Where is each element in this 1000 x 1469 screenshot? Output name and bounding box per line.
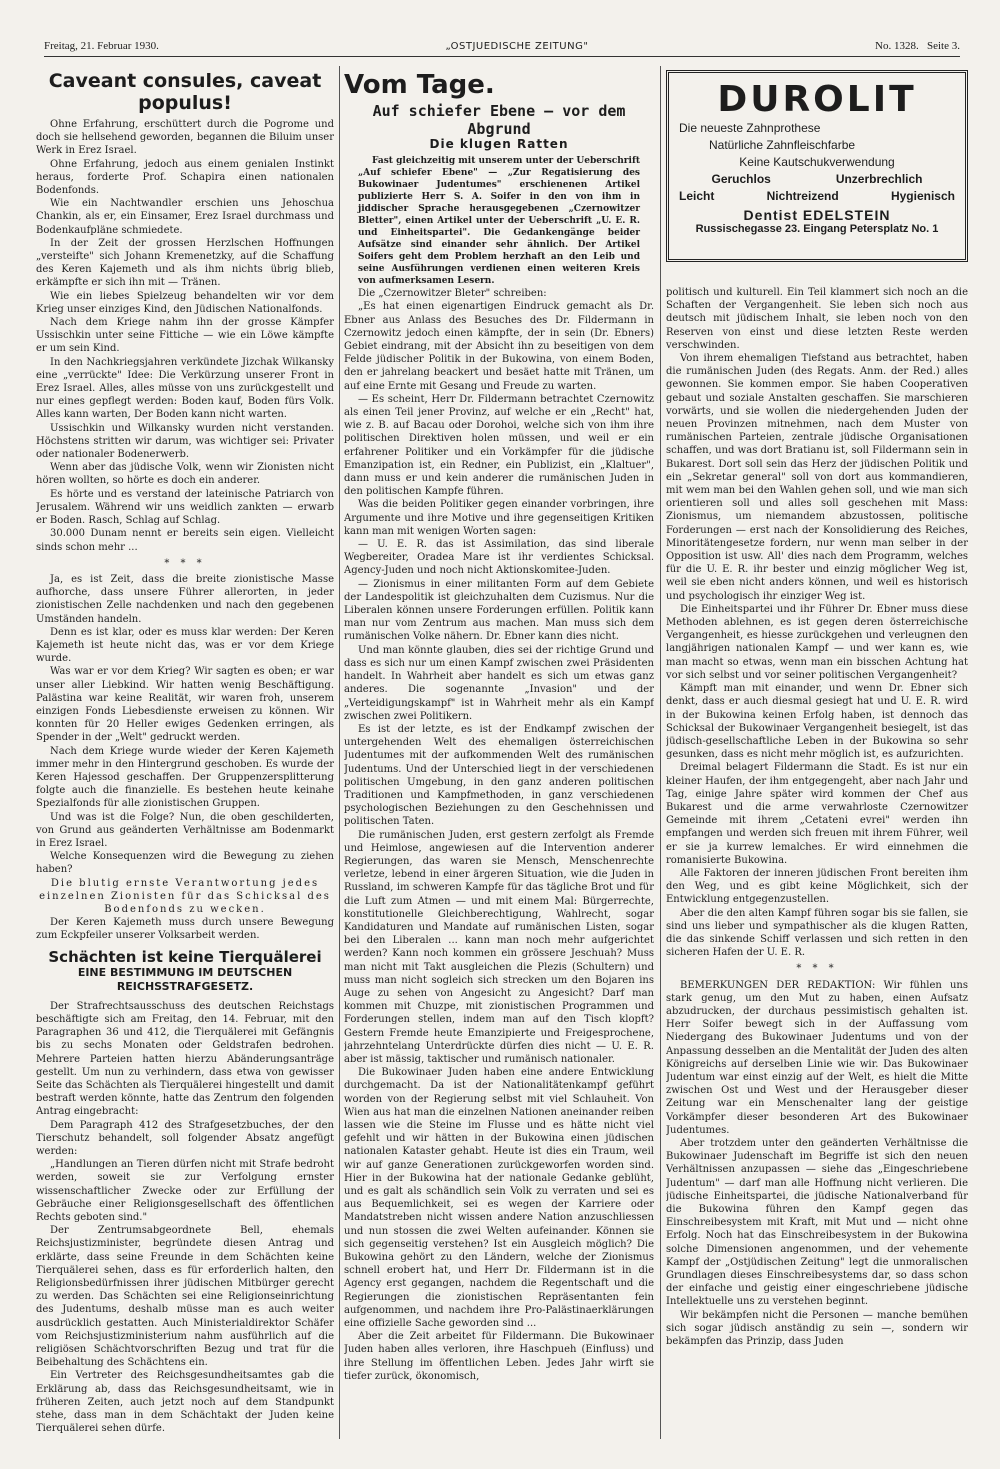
paragraph: Ohne Erfahrung, jedoch aus einem genialen Instinkt heraus, forderte Prof. Schapira einen nationalen Bodenfonds.: [36, 158, 334, 197]
paragraph: — Zionismus in einer militanten Form auf dem Gebiete der Landespolitik ist gleichzuhalten dem Cuzismus. Nur die Liberalen können unsere Forderungen erfüllen. Politik kann man nur vom Zentrum aus machen. Man muss sich dem rumänischen Volke nähern. Dr. Ebner kann dies nicht.: [344, 578, 654, 643]
paragraph: Aber trotzdem unter den geänderten Verhältnisse die Bukowinaer Judenschaft im Begriffe ist sich den neuen Verhältnissen anzupassen — siehe das „Eingeschriebene Judentum" — darf man alle Hoffnung nicht verlieren. Die jüdische Einheitspartei, die jüdische Nationalverband für die Bukowina führen den Kampf gegen das Einschreibesystem mit Kraft, mit Mut und — nicht ohne Erfolg. Noch hat das Einschreibesystem in der Bukowina solche Dimensionen angenommen, und der vehemente Kampf der „Ostjüdischen Zeitung" legt die unmoralischen Grundlagen dieses Einschreibesystems dar, so dass schon der einfache und geistig einer eingeschriebene jüdische Intellektuelle uns zu verstehen beginnt.: [666, 1138, 968, 1308]
ad-feature: Unzerbrechlich: [835, 172, 923, 186]
lead-paragraph: Fast gleichzeitig mit unserem unter der Ueberschrift „Auf schiefer Ebene" — „Zur Regatisierung des Bukowinaer Judentumes" erschienenen Artikel publizierte Herr S. A. Soifer in den von ihm in jiddischer Sprache herausgegebenen „Czernowitzer Bletter", einen Artikel unter der Ueberschrift „U. E. R. und Einheitspartei". Die Gedankengänge beider Aufsätze sind einander sehr ähnlich. Der Artikel Soifers geht dem Problem herzhaft an den Leib und seine Ausführungen verdienen einen weiteren Kreis von aufmerksamen Lesern.: [358, 156, 640, 287]
ad-dentist: Dentist EDELSTEIN: [743, 207, 891, 223]
paragraph: Dreimal belagert Fildermann die Stadt. Es ist nur ein kleiner Haufen, der ihm entgegengeht, aber nach Jahr und Tag, einige Jahre später wird kommen der Chef aus Bukarest und die arme verwahrloste Czernowitzer Gemeinde mit ihrem „Cetateni evrei" werden ihn empfangen und werden sich freuen mit ihrem Führer, weil er sie ja kurrew lemalches. Er wird einnehmen die romanisierte Bukowina.: [666, 762, 968, 866]
paragraph: Was war er vor dem Krieg? Wir sagten es oben; er war unser aller Liebkind. Wir hatten wenig Beschäftigung. Palästina war keine Realität, wir waren froh, unserem einzigen Fonds Liebesdienste erweisen zu können. Wir konnten für 20 Heller ewiges Gedenken erringen, als Spender in der „Welt" gedruckt werden.: [36, 666, 334, 744]
paragraph: Dem Paragraph 412 des Strafgesetzbuches, der den Tierschutz behandelt, soll folgender Absatz angefügt werden:: [36, 1119, 334, 1158]
paragraph: Wenn aber das jüdische Volk, wenn wir Zionisten nicht hören wollten, so hörte es doch ein anderer.: [36, 462, 334, 487]
ad-feature: Geruchlos: [711, 172, 771, 186]
article-vom-tage: [344, 66, 654, 1383]
paragraph: Wir bekämpfen nicht die Personen — manche bemühen sich sogar jüdisch anständig zu sein —, sondern wir bekämpfen das Prinzip, dass Juden: [666, 1309, 968, 1348]
paragraph: Welche Konsequenzen wird die Bewegung zu ziehen haben?: [36, 851, 334, 876]
header-number: No. 1328.: [875, 40, 919, 52]
paragraph: Der Keren Kajemeth muss durch unsere Bewegung zum Eckpfeiler unserer Volksarbeit werden.: [36, 917, 334, 942]
paragraph: Ein Vertreter des Reichsgesundheitsamtes gab die Erklärung ab, dass das Reichsgesundheitsamt, wie in früheren Zeiten, auch jetzt noch auf dem Standpunkt stehe, dass man in dem Schächtakt der Juden keine Tierquälerei sehen dürfe.: [36, 1370, 334, 1435]
editorial-remarks: BEMERKUNGEN DER REDAKTION: Wir fühlen uns stark genug, um den Mut zu haben, einen Aufsatz abzudrucken, der durchaus pessimistisch gehalten ist. Herr Soifer bewegt sich in der Auffassung vom Niedergang des Bukowinaer Judentums und von der Anpassung desselben an die Mentalität der Juden des alten Königreichs auf derselben Linie wie wir. Das Bukowinaer Judentum war einst einzig auf der Welt, es hielt die Mitte zwischen Ost und West und der Herausgeber dieser Zeitung war ein Menschenalter lang der geistige Vorkämpfer dieser besonderen Art des Bukowinaer Judentumes.: [666, 979, 968, 1136]
paragraph: Und man könnte glauben, dies sei der richtige Grund und dass es sich nur um einen Kampf zwischen zwei Präsidenten handelt. In Wahrheit aber handelt es sich um etwas ganz anderes. Die sogenannte „Invasion" und der „Verteidigungskampf" ist in Wahrheit mehr als ein Kampf zwischen zwei Politikern.: [344, 644, 654, 722]
paragraph: Ja, es ist Zeit, dass die breite zionistische Masse aufhorche, dass unsere Führer allerorten, in jeder zionistischen Zelle nachdenken und nach den gegebenen Umständen handeln.: [36, 573, 334, 625]
paragraph: Wie ein Nachtwandler erschien uns Jehoschua Chankin, als er, ein Einsamer, Erez Israel durchmass und Bodenkaufpläne schmiedete.: [36, 198, 334, 236]
paragraph: Nach dem Kriege wurde wieder der Keren Kajemeth immer mehr in den Hintergrund geschoben. Es wurde der Keren Hajessod geschaffen. Der Gruppenzersplitterung folgte auch die finanzielle. Es bestehen heute keinahe Spezialfonds für alle zionistischen Gruppen.: [36, 745, 334, 810]
paragraph: In der Zeit der grossen Herzlschen Hoffnungen „versteifte" sich Johann Kremenetzky, auf die Schaffung des Keren Kajemeth und als ihm nichts übrig blieb, erkämpfte er sich ihn mit — Tränen.: [36, 237, 334, 289]
paragraph: Die Bukowinaer Juden haben eine andere Entwicklung durchgemacht. Da ist der Nationalitätenkampf geführt worden von der Regierung selbst mit viel Schlauheit. Von Wien aus hat man die einzelnen Nationen aneinander reiben lassen wie die Steine im Flusse und es hätte nicht viel gefehlt und wir hätten in der Bukowina einen jüdischen nationalen Kataster gehabt. Heute ist dies ein Traum, weil wir auf ganze Generationen zurückgeworfen worden sind. Hier in der Bukowina hat der nationale Gedanke geblüht, und es galt als schändlich sein Volk zu verraten und sei es aus Bequemlichkeit, sei es wegen der Karriere oder Mandatstreben nicht wissen andere Nation anzuschliessen und nun stossen die zwei Welten aufeinander. Können sie sich gegenseitig verstehen? Ist ein Ausgleich möglich? Die Bukowina gehört zu den Ländern, welche der Zionismus schnell erobert hat, und Herr Dr. Fildermann ist in die Agency erst gegangen, nachdem die Regentschaft und die Regierungen die zionistischen Repräsentanten fein aufgenommen, und nachdem ihre Pro-Palästinaerklärungen eine offizielle Sache geworden sind ...: [344, 1067, 654, 1330]
durolit-advertisement: [666, 70, 968, 262]
header-page-info: [875, 40, 960, 52]
paragraph: Aber die den alten Kampf führen sogar bis sie fallen, sie sind uns lieber und sympathischer als die klugen Ratten, die das sinkende Schiff verlassen und sich retten in den sicheren Hafen der U. E. R.: [666, 907, 968, 959]
article-title-2: Schächten ist keine Tierquälerei: [48, 947, 322, 966]
section-divider: * * *: [164, 557, 206, 569]
paragraph: Kämpft man mit einander, und wenn Dr. Ebner sich denkt, dass er auch diesmal gesiegt hat und U. E. R. wird in der Bukowina keinen Erfolg haben, ist dennoch das Schicksal der Bukowinaer Vergangenheit besiegelt, ist das jüdisch-gesellschaftliche Leben in der Bukowina so sehr gesunken, dass es nicht mehr möglich ist, es aufzurichten.: [666, 683, 968, 761]
article-caveant: [36, 66, 334, 1436]
ad-line: Die neueste Zahnprothese: [679, 121, 821, 135]
ad-feature: Leicht: [679, 189, 715, 203]
column-rule-1: [339, 66, 340, 1439]
paragraph: Die „Czernowitzer Bleter" schreiben:: [358, 288, 547, 300]
ad-feature: Hygienisch: [890, 189, 955, 203]
ad-line: Keine Kautschukverwendung: [739, 155, 895, 169]
paragraph: Die rumänischen Juden, erst gestern zerfolgt als Fremde und Heimlose, angewiesen auf die Intervention anderer Regierungen, das waren sie Mensch, Menschenrechte verletze, lebend in einer ärgeren Situation, wie die Juden in Russland, im schweren Kampfe für das tägliche Brot und für die Luft zum Atmen — und mit einem Mal: Bürgerrechte, konstitutionelle Gleichberechtigung, Wahlrecht, sogar Kandidaturen und Mandate auf rumänischen Listen, sogar bei den Liberalen ... kann man noch mehr aufgerichtet werden? Kann noch kommen ein grössere Jeschuah? Muss man nicht mit Takt ausgleichen die Plezis (Schultern) und muss man nicht sogleich sich strecken um den Bojaren ins Auge zu sehen von Angesicht zu Angesicht? Darf man kommen mit Chuzpe, mit zionistischen Programmen und Forderungen stellen, indem man auf den Tisch klopft? Gestern Fremde heute Emanzipierte und Freigesprochene, jahrzehntelang Unterdrückte dürfen dies nicht — U. E. R. aber ist mässig, taktischer und rumänisch nationaler.: [344, 829, 654, 1065]
ad-line: Natürliche Zahnfleischfarbe: [709, 138, 856, 152]
article-headline: Auf schiefer Ebene — vor dem Abgrund: [372, 102, 626, 138]
article-subheadline: Die klugen Ratten: [429, 137, 569, 151]
paragraph: Der Strafrechtsausschuss des deutschen Reichstags beschäftigte sich am Freitag, den 14. Februar, mit den Paragraphen 36 und 412, die Tierquälerei mit Gefängnis bis zu sechs Monaten oder Geldstrafen bedrohen. Mehrere Parteien hatten hierzu Abänderungsanträge gestellt. Um nun zu verhindern, dass etwa von gewisser Seite das Schächten als Tierquälerei hingestellt und damit bestraft werden könnte, hatte das Zentrum den folgenden Antrag eingebracht:: [36, 1000, 334, 1118]
ad-feature: Nichtreizend: [766, 189, 839, 203]
paragraph: Was die beiden Politiker gegen einander vorbringen, ihre Argumente und ihre Motive und ihre gegenseitigen Kritiken kann man mit wenigen Worten sagen:: [344, 499, 654, 537]
paragraph: Ussischkin und Wilkansky wurden nicht verstanden. Höchstens stritten wir darum, was wichtiger sei: Privater oder nationaler Bodenerwerb.: [36, 422, 334, 461]
paragraph: In den Nachkriegsjahren verkündete Jizchak Wilkansky eine „verrückte" Idee: Die Verkürzung unserer Front in Erez Israel. Alles, alles müsse von uns zurückgestellt und nur eines gepflegt werden: Boden kauf, Boden fürs Volk. Alles kann warten, Der Boden kann nicht warten.: [36, 356, 334, 421]
paragraph: politisch und kulturell. Ein Teil klammert sich noch an die Schaften der Vergangenheit. Sie leben sich noch aus deutsch mit jüdischem Inhalt, sie leben noch von den Reserven von einst und diese letzten Reste werden verschwinden.: [666, 287, 968, 351]
section-divider: * * *: [796, 963, 838, 975]
paragraph: Die Einheitspartei und ihr Führer Dr. Ebner muss diese Methoden ablehnen, es ist gegen deren österreichische Vergangenheit, es hiesse zurückgehen und verleugnen den langjährigen nationalen Kampf — und wer kann es, wie man macht so etwas, wenn man ein bisschen Achtung hat vor sich selbst und vor seiner politischen Vergangenheit?: [666, 603, 968, 681]
article-continuation: [666, 286, 968, 1348]
ad-address: Russischegasse 23. Eingang Petersplatz No. 1: [695, 223, 939, 235]
page-header: [44, 36, 960, 57]
paragraph: Nach dem Kriege nahm ihn der grosse Kämpfer Ussischkin unter seine Fittiche — wie ein Löwe kämpfte er um sein Kind.: [36, 317, 334, 355]
paragraph: Wie ein liebes Spielzeug behandelten wir vor dem Krieg unser einziges Kind, den Jüdischen Nationalfonds.: [36, 290, 334, 315]
header-date: Freitag, 21. Februar 1930.: [44, 40, 159, 52]
ad-features-row: [669, 171, 965, 188]
emphasis-paragraph: Die blutig ernste Verantwortung jedes einzelnen Zionisten für das Schicksal des Bodenfonds zu wecken.: [39, 877, 331, 915]
paragraph: Alle Faktoren der inneren jüdischen Front bereiten ihm den Weg, und es gibt keine Möglichkeit, sich der Entwicklung entgegenzustellen.: [666, 867, 968, 906]
paragraph: „Es hat einen eigenartigen Eindruck gemacht als Dr. Ebner aus Anlass des Besuches des Dr. Fildermann in Czernowitz jedoch einen kämpfte, der in sein (Dr. Ebners) Gebiet eindrang, mit der Absicht ihn zu beseitigen von dem Felde jüdischer Politik in der Bukowina, von einem Boden, den er jahrelang beackert und besäet hatte mit Tränen, um auf eine Ernte mit Gesang und Freude zu warten.: [344, 301, 654, 392]
paragraph: — U. E. R. das ist Assimilation, das sind liberale Wegbereiter, Oradea Mare ist ihr verdientes Schicksal. Agency-Juden und noch nicht Aktionskomitee-Juden.: [344, 539, 654, 577]
quote-paragraph: „Handlungen an Tieren dürfen nicht mit Strafe bedroht werden, soweit sie zur Verfolgung ernster wissenschaftlicher Zwecke oder zur Erfüllung der Gebräuche einer Religionsgesellschaft des öffentlichen Rechts geboten sind.": [36, 1159, 334, 1224]
ad-features-row: [669, 188, 965, 205]
paragraph: Es hörte und es verstand der lateinische Patriarch von Jerusalem. Während wir uns weidlich zankten — erwarb er Boden. Rasch, Schlag auf Schlag.: [36, 488, 334, 527]
section-title: Vom Tage.: [344, 70, 495, 100]
paragraph: Denn es ist klar, oder es muss klar werden: Der Keren Kajemeth ist heute nicht das, was er vor dem Kriege wurde.: [36, 626, 334, 665]
header-page: Seite 3.: [927, 40, 960, 52]
header-paper-name: „OSTJUEDISCHE ZEITUNG": [445, 40, 589, 52]
paragraph: — Es scheint, Herr Dr. Fildermann betrachtet Czernowitz als einen Teil jener Provinz, auf welche er ein „Recht" hat, wie z. B. auf Bacau oder Dorohoi, welche sich von ihm ihre politischen Direktiven holen müssen, und weil er ein erfahrener Politiker und ein Vorkämpfer für die jüdische Emanzipation ist, ein Redner, ein Publizist, ein „Klaltuer", dann muss er und kein anderer die rumänischen Juden in den politischen Kampfe führen.: [344, 393, 654, 498]
paragraph: Ohne Erfahrung, erschüttert durch die Pogrome und doch sie hellsehend geworden, begannen die Biluim unser Werk in Erez Israel.: [36, 119, 334, 157]
paragraph: Aber die Zeit arbeitet für Fildermann. Die Bukowinaer Juden haben alles verloren, ihre Haschpueh (Einfluss) und ihre Stellung im öffentlichen Leben. Jedes Jahr wirft sie tiefer zurück, ökonomisch,: [344, 1331, 654, 1382]
paragraph: Der Zentrumsabgeordnete Bell, ehemals Reichsjustizminister, begründete diesen Antrag und erklärte, dass seine Freunde in dem Schächten keine Tierquälerei sehen, dass es für erforderlich halten, den Religionsbedürfnissen ihrer jüdischen Mitbürger gerecht zu werden. Das Schächten sei eine Religionseinrichtung des Judentums, deshalb müsse man es auch weiter ausdrücklich gestatten. Auch Ministerialdirektor Schäfer vom Reichsjustizministerium nahm ausführlich auf die religiösen Schächtvorschriften Bezug und trat für die Beibehaltung des Schächtens ein.: [36, 1225, 334, 1369]
paragraph: Es ist der letzte, es ist der Endkampf zwischen der untergehenden Welt des ehemaligen österreichischen Judentumes mit der aufkommenden Welt des rumänischen Judentums. Und der Unterschied liegt in der verschiedenen politischen Umgebung, in den ganz anderen politischen Traditionen und Kampfmethoden, in ganz verschiedenen psychologischen Beziehungen zu den Geschehnissen und politischen Taten.: [344, 723, 654, 828]
article-subtitle-2: EINE BESTIMMUNG IM DEUTSCHEN REICHSSTRAFGESETZ.: [77, 965, 293, 993]
paragraph: Und was ist die Folge? Nun, die oben geschilderten, von Grund aus geänderten Verhältnisse am Bodenmarkt in Erez Israel.: [36, 811, 334, 849]
column-rule-2: [660, 66, 661, 1439]
paragraph: Von ihrem ehemaligen Tiefstand aus betrachtet, haben die rumänischen Juden (des Regats. Anm. der Red.) alles gewonnen. Sie kommen empor. Sie haben Cooperativen gebaut und soziale Anstalten geschaffen. Sie marschieren vorwärts, und sie wollen die niedergehenden Juden der neuen Provinzen mitnehmen, nach dem Muster von rumänischen Parteien, zentrale jüdische Organisationen schaffen, und was dort Bratianu ist, soll Fildermann sein in Bukarest. Dort soll sein das Herz der jüdischen Politik und ein „Sekretar general" soll von dort aus kommandieren, mit wem man bei den Wahlen gehen soll, und wie man sich orientieren soll und alles soll geschehen mit Mass: Zionismus, um niemandem abzustossen, politische Forderungen — erst nach der Konsolidierung des Reiches, Minoritätengesetze fordern, nur wenn man selber in der Opposition ist usw. All' dies nach dem Programm, welches für die U. E. R. ihr bester und einzig möglicher Weg ist, weil sie eben nicht anders können, und weil es historisch und psychologisch ihr einziger Weg ist.: [666, 353, 968, 602]
article-title: Caveant consules, caveat populus!: [48, 70, 322, 114]
paragraph: 30.000 Dunam nennt er bereits sein eigen. Vielleicht sinds schon mehr ...: [36, 528, 334, 553]
ad-brand: DUROLIT: [717, 79, 917, 120]
